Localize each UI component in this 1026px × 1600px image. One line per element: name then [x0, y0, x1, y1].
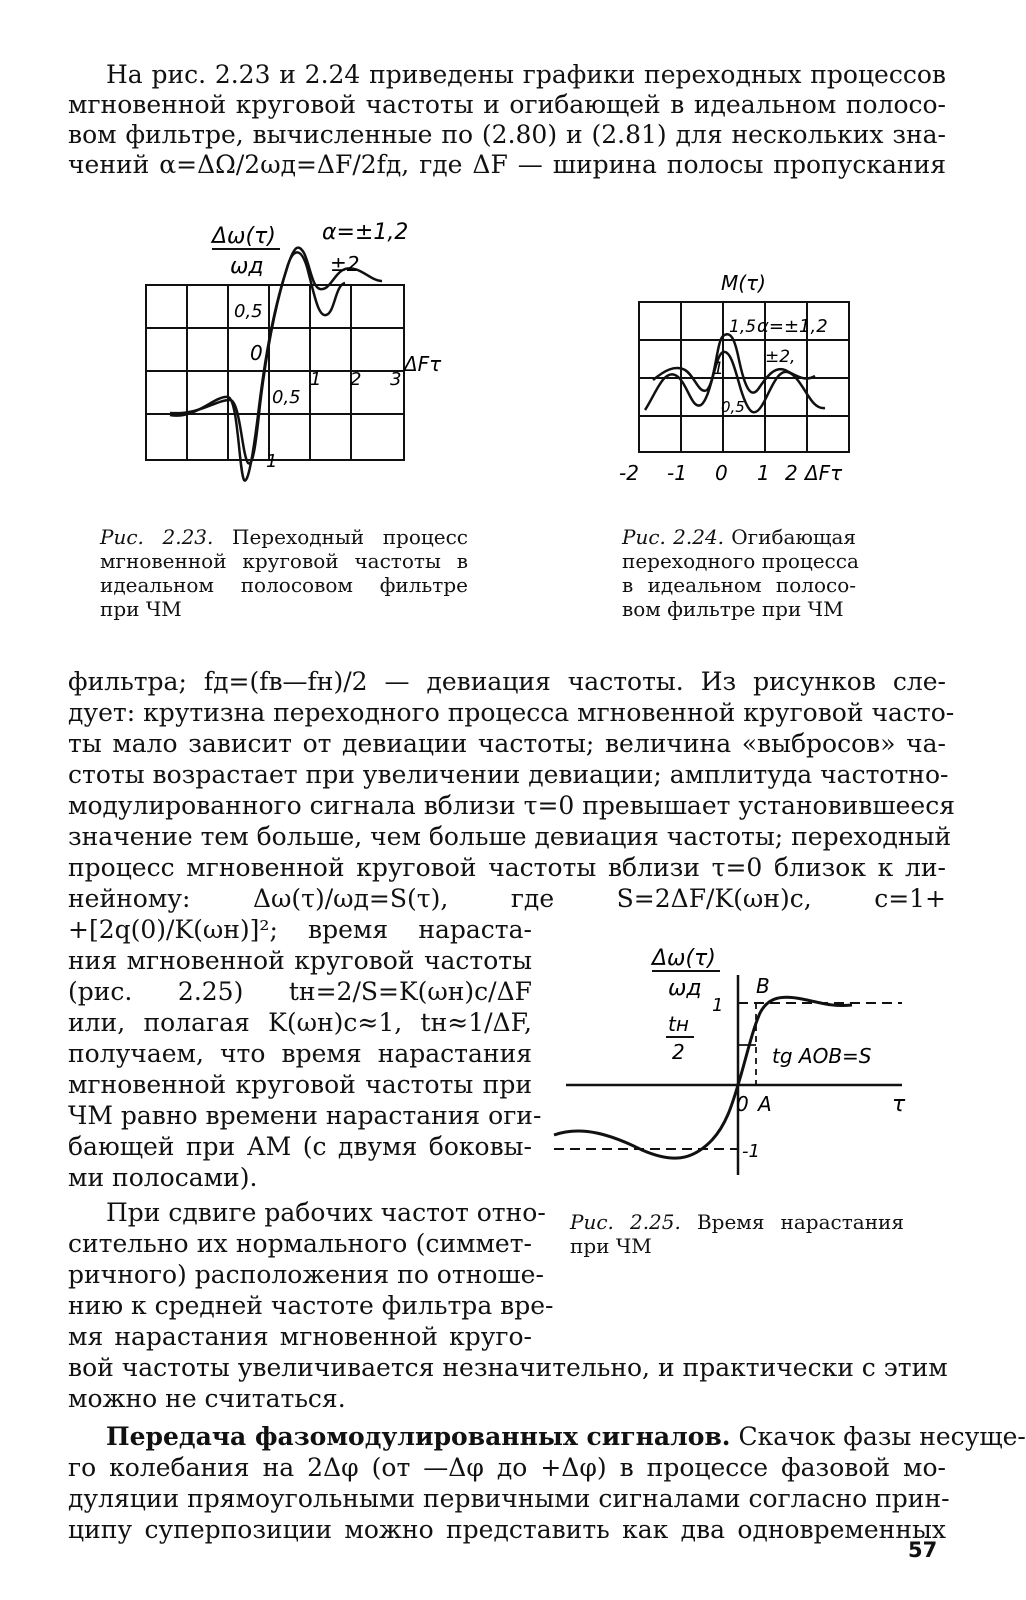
text-line: или, полагая K(ωн)c≈1, tн≈1/ΔF, — [68, 1008, 532, 1037]
text-line: (рис. 2.25) tн=2/S=K(ωн)c/ΔF — [68, 977, 532, 1006]
caption-text: вом фильтре при ЧМ — [622, 597, 844, 621]
curve-alpha-2 — [170, 252, 345, 480]
figure-2-23-plot — [140, 205, 440, 505]
label-1: 1 — [713, 359, 724, 379]
label-tg: tg AOB=S — [772, 1044, 872, 1068]
y-tick-0: 0 — [250, 341, 263, 365]
caption-text: идеальном полосовом фильтре — [100, 573, 468, 597]
page-number: 57 — [908, 1538, 938, 1562]
text-line: При сдвиге рабочих частот отно- — [106, 1198, 546, 1227]
caption-text: при ЧМ — [570, 1234, 652, 1258]
text-line: бающей при АМ (с двумя боковы- — [68, 1132, 532, 1161]
text-line: ципу суперпозиции можно представить как два одновременных — [68, 1515, 946, 1544]
label-tn: tн — [668, 1012, 689, 1036]
text-line: ты мало зависит от девиации частоты; величина «выбросов» ча- — [68, 729, 946, 758]
figure-2-24-plot — [615, 270, 865, 495]
label-1: 1 — [712, 995, 724, 1016]
y-label-denominator: ωд — [668, 976, 702, 1001]
x-tick: 2 — [785, 461, 798, 485]
caption-text: в идеальном полосо- — [622, 573, 856, 597]
caption-2-25 — [570, 1210, 904, 1258]
figure-2-23 — [140, 205, 440, 505]
figure-2-24 — [615, 270, 865, 495]
alpha2-label: ±2, — [765, 347, 796, 367]
section-heading: Передача фазомодулированных сигналов. — [106, 1422, 731, 1451]
y-label-numerator: Δω(τ) — [212, 224, 276, 249]
x-tick-1: 1 — [310, 369, 322, 390]
text-line: ми полосами). — [68, 1163, 258, 1192]
text-line: стоты возрастает при увеличении девиации; амплитуда частотно- — [68, 760, 949, 789]
x-tick: 1 — [757, 461, 770, 485]
text-line: получаем, что время нарастания — [68, 1039, 532, 1068]
text-line: вой частоты увеличивается незначительно, и практически с этим — [68, 1353, 948, 1382]
alpha2-label: ±2 — [330, 252, 360, 276]
text-line: мгновенной круговой частоты при — [68, 1070, 532, 1099]
low-label: 1 — [266, 451, 278, 472]
x-tick-05: 0,5 — [272, 387, 301, 408]
x-axis-label: ΔFτ — [805, 461, 843, 485]
label-B: B — [756, 974, 770, 998]
figure-2-25-plot — [552, 935, 942, 1185]
y-label-numerator: Δω(τ) — [652, 946, 716, 971]
tick-15: 1,5 — [729, 317, 757, 337]
caption-label: Рис. 2.25. — [570, 1210, 681, 1234]
x-tick: 0 — [715, 461, 728, 485]
text-line: модулированного сигнала вблизи τ=0 превышает установившееся — [68, 791, 955, 820]
caption-text: Огибающая — [731, 525, 856, 549]
text-line: значение тем больше, чем больше девиация частоты; переходный — [68, 822, 952, 851]
y-label: M(τ) — [721, 271, 766, 295]
caption-label: Рис. 2.23. — [100, 525, 214, 549]
x-tick-3: 3 — [390, 369, 402, 390]
label-0: 0 — [736, 1092, 749, 1116]
caption-text: переходного процесса — [622, 549, 859, 573]
x-tick: -2 — [619, 461, 639, 485]
x-axis-label: ΔFτ — [404, 352, 442, 376]
caption-text: мгновенной круговой частоты в — [100, 549, 468, 573]
text-line: дует: крутизна переходного процесса мгновенной круговой часто- — [68, 698, 955, 727]
figure-2-25 — [552, 935, 942, 1185]
transient-curve — [554, 997, 852, 1158]
text-line: го колебания на 2Δφ (от —Δφ до +Δφ) в процессе фазовой мо- — [68, 1453, 946, 1482]
text-line: нейному: Δω(τ)/ωд=S(τ), где S=2ΔF/K(ωн)c, c=1+ — [68, 884, 946, 913]
caption-text: Время нарастания — [696, 1210, 904, 1234]
caption-text: Переходный процесс — [232, 525, 468, 549]
x-tick: -1 — [667, 461, 687, 485]
label-neg1: -1 — [742, 1141, 760, 1162]
text-line: На рис. 2.23 и 2.24 приведены графики переходных процессов — [106, 60, 946, 89]
text-line: ния мгновенной круговой частоты — [68, 946, 532, 975]
x-tick-2: 2 — [350, 369, 362, 390]
text-line: чений α=ΔΩ/2ωд=ΔF/2fд, где ΔF — ширина полосы пропускания — [68, 150, 946, 179]
text-line: можно не считаться. — [68, 1384, 346, 1413]
caption-2-23 — [100, 525, 468, 621]
y-label-denominator: ωд — [230, 254, 264, 279]
text-line: нию к средней частоте фильтра вре- — [68, 1291, 554, 1320]
label-A: A — [758, 1092, 772, 1116]
text-line: сительно их нормального (симмет- — [68, 1229, 532, 1258]
text-line: процесс мгновенной круговой частоты вблизи τ=0 близок к ли- — [68, 853, 946, 882]
text-line: +[2q(0)/K(ωн)]²; время нараста- — [68, 915, 532, 944]
text-segment: Скачок фазы несуще- — [730, 1422, 1026, 1451]
label-tau: τ — [892, 1092, 906, 1117]
label-05: 0,5 — [721, 398, 745, 416]
caption-text: при ЧМ — [100, 597, 182, 621]
text-line: мгновенной круговой частоты и огибающей в идеальном полосо- — [68, 90, 946, 119]
label-2: 2 — [672, 1040, 685, 1064]
text-line: ричного) расположения по отноше- — [68, 1260, 544, 1289]
text-line: фильтра; fд=(fв—fн)/2 — девиация частоты. Из рисунков сле- — [68, 667, 946, 696]
alpha-label: α=±1,2 — [322, 220, 409, 245]
text-line: дуляции прямоугольными первичными сигналами согласно прин- — [68, 1484, 950, 1513]
text-line: мя нарастания мгновенной круго- — [68, 1322, 532, 1351]
caption-2-24 — [622, 525, 859, 621]
alpha-label: α=±1,2 — [757, 316, 828, 337]
text-line: вом фильтре, вычисленные по (2.80) и (2.81) для нескольких зна- — [68, 120, 946, 149]
caption-label: Рис. 2.24. — [622, 525, 725, 549]
text-line: ЧМ равно времени нарастания оги- — [68, 1101, 542, 1130]
text-line — [106, 1422, 1026, 1452]
y-tick-05: 0,5 — [234, 301, 263, 322]
